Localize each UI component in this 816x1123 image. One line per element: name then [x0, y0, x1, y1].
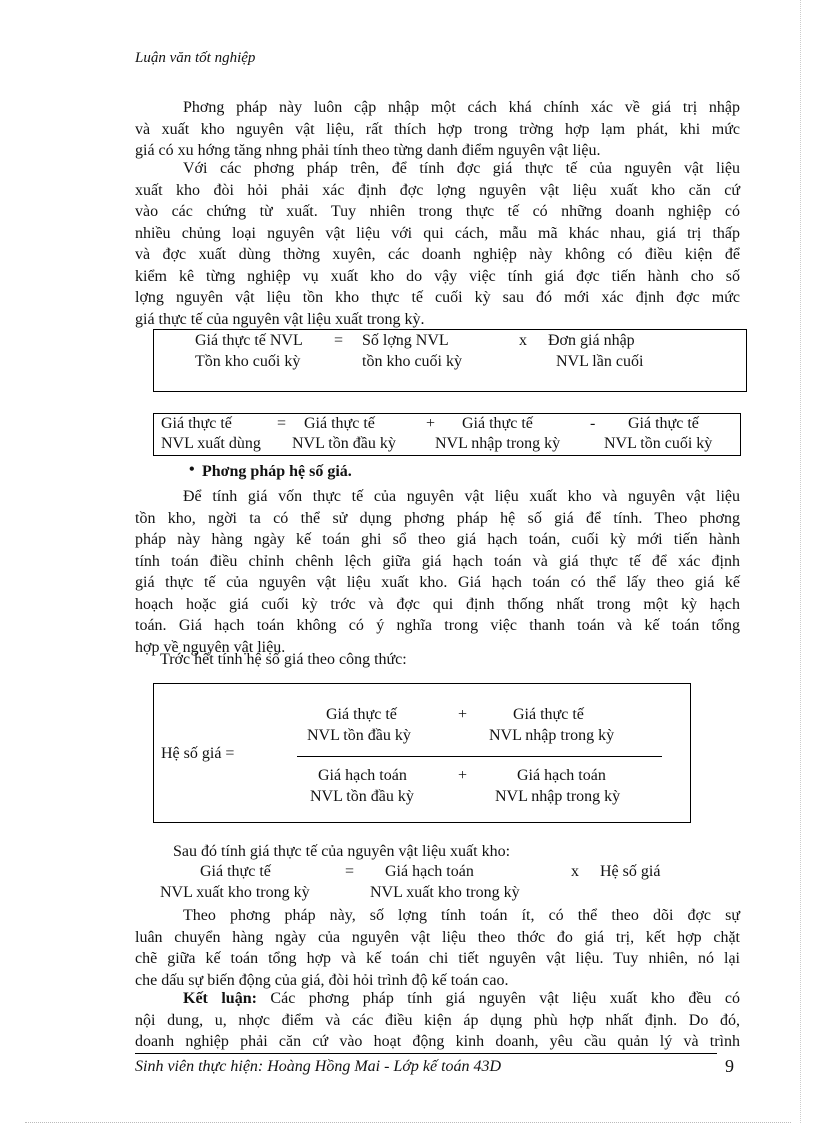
bullet-icon: • [189, 461, 195, 478]
formula-text: Giá thực tế [200, 863, 271, 880]
formula-text: Giá hạch toán [517, 767, 606, 784]
formula-text: Giá hạch toán [318, 767, 407, 784]
formula-text: Giá hạch toán [385, 863, 474, 880]
formula-text: Giá thực tế [304, 415, 375, 432]
formula-text: NVL xuất kho trong kỳ [160, 884, 310, 901]
text-line: Để tính giá vốn thực tế của nguyên vật liệu xuất kho và nguyên vật liệu [183, 488, 740, 505]
text-line: giá thực tế của nguyên vật liệu xuất trong kỳ. [135, 310, 425, 328]
text-line: pháp này hàng ngày kế toán ghi sổ theo giá hạch toán, cuối kỳ mới tiến hành [135, 531, 740, 548]
text-line: hợp về nguyên vật liệu. [135, 638, 286, 656]
formula-text: Tồn kho cuối kỳ [195, 353, 301, 370]
paragraph-7 [135, 988, 740, 1053]
footer-divider [135, 1053, 717, 1054]
formula-text: + [458, 706, 468, 723]
text-line: doanh nghiệp phải căn cứ vào hoạt động kinh doanh, yêu cầu quản lý và trình [135, 1033, 740, 1050]
formula-text: NVL xuất dùng [161, 435, 261, 452]
text-line: Phơng pháp này luôn cập nhập một cách khá chính xác về giá trị nhập [183, 99, 740, 116]
formula-text: Đơn giá nhập [548, 332, 635, 349]
text-line: che dấu sự biến động của giá, đòi hỏi trình độ kế toán cao. [135, 971, 509, 989]
formula-text: Số lợng NVL [362, 332, 449, 349]
formula-text: Giá thực tế NVL [195, 332, 303, 349]
formula-text: tồn kho cuối kỳ [362, 353, 462, 370]
text-line: vào các chứng từ xuất. Tuy nhiên trong thực tế có những doanh nghiệp có [135, 203, 740, 220]
formula-text: NVL tồn đầu kỳ [310, 788, 414, 805]
formula-text: Giá thực tế [161, 415, 232, 432]
formula-text: x [571, 863, 579, 880]
text-line [135, 988, 740, 1010]
formula-text: Giá thực tế [462, 415, 533, 432]
paragraph-4: Trớc hết tính hệ số giá theo công thức: [160, 651, 407, 668]
paragraph-2 [135, 158, 740, 330]
formula-text: NVL lần cuối [556, 353, 644, 370]
text-line: chẽ giữa kế toán tổng hợp và kế toán chi tiết nguyên vật liệu. Tuy nhiên, nó lại [135, 950, 740, 967]
paragraph-5: Sau đó tính giá thực tế của nguyên vật liệu xuất kho: [173, 843, 511, 860]
formula-text: + [426, 415, 436, 432]
text-line: tồn kho, ngời ta có thể sử dụng phơng pháp hệ số giá để tính. Theo phơng [135, 509, 740, 527]
paragraph-3 [135, 486, 740, 658]
text-line: Với các phơng pháp trên, để tính đợc giá thực tế của nguyên vật liệu [183, 160, 740, 177]
formula-text: Giá thực tế [628, 415, 699, 432]
formula-text: = [345, 863, 355, 880]
formula-text: NVL nhập trong kỳ [435, 435, 561, 452]
section-title: Phơng pháp hệ số giá. [202, 463, 352, 480]
text-line: giá có xu hớng tăng nhng phải tính theo từng danh điểm nguyên vật liệu. [135, 142, 601, 159]
page-number: 9 [725, 1056, 734, 1076]
paragraph-6 [135, 905, 740, 991]
formula-text: Giá thực tế [326, 706, 397, 723]
text-line: giá thực tế của nguyên vật liệu xuất kho. Giá hạch toán có thể lấy theo giá kế [135, 574, 740, 591]
conclusion-label: Kết luận: [183, 990, 257, 1007]
text-line: Theo phơng pháp này, số lợng tính toán ít, có thể theo dõi đợc sự [183, 907, 740, 924]
formula-text: NVL xuất kho trong kỳ [370, 884, 520, 901]
formula-text: NVL nhập trong kỳ [489, 727, 615, 744]
formula-text: - [590, 415, 596, 432]
formula-text: x [519, 332, 527, 349]
text-span: Các phơng pháp tính giá nguyên vật liệu xuất kho đều có [270, 990, 741, 1007]
formula-text: NVL nhập trong kỳ [495, 788, 621, 805]
page-header: Luận văn tốt nghiệp [135, 50, 256, 66]
formula-text: NVL tồn cuối kỳ [604, 435, 713, 452]
fraction-bar [297, 756, 662, 757]
text-line: và xuất kho nguyên vật liệu, rất thích hợp trong trờng hợp lạm phát, khi mức [135, 120, 740, 138]
text-line: luân chuyển hàng ngày của nguyên vật liệu theo thớc đo giá trị, kết hợp chặt [135, 928, 740, 946]
page-footer: Sinh viên thực hiện: Hoàng Hồng Mai - Lớp kế toán 43D [135, 1058, 502, 1075]
formula-text: NVL tồn đầu kỳ [292, 435, 396, 452]
text-line: và đợc xuất dùng thờng xuyên, các doanh nghiệp này không có điều kiện để [135, 246, 740, 263]
formula-label: Hệ số giá = [161, 745, 235, 762]
formula-text: = [334, 332, 344, 349]
paragraph-1 [135, 97, 740, 162]
text-line: hoạch hoặc giá cuối kỳ trớc và đợc qui định thống nhất trong một kỳ hạch [135, 595, 740, 613]
text-line: toán. Giá hạch toán không có ý nghĩa trong việc thanh toán và kế toán tổng [135, 617, 740, 634]
text-line: lợng nguyên vật liệu tồn kho thực tế cuối kỳ sau đó mới xác định đợc mức [135, 289, 740, 306]
text-line: xuất kho đòi hỏi phải xác định đợc lợng nguyên vật liệu xuất kho căn cứ [135, 181, 740, 199]
text-line: tính toán điều chỉnh chênh lệch giữa giá hạch toán và giá thực tế để xác định [135, 552, 740, 570]
text-line: nội dung, u, nhợc điểm và các điều kiện áp dụng phù hợp nhất định. Do đó, [135, 1011, 740, 1029]
formula-text: + [458, 767, 468, 784]
text-line: kiểm kê từng nghiệp vụ xuất kho do vậy việc tính giá đợc tiến hành cho số [135, 267, 740, 285]
formula-text: NVL tồn đầu kỳ [307, 727, 411, 744]
formula-text: Giá thực tế [513, 706, 584, 723]
formula-text: Hệ số giá [600, 863, 661, 880]
page-edge [800, 0, 801, 1123]
formula-text: = [277, 415, 287, 432]
text-line: nhiều chủng loại nguyên vật liệu với qui cách, mẫu mã khác nhau, giá trị thấp [135, 224, 740, 242]
